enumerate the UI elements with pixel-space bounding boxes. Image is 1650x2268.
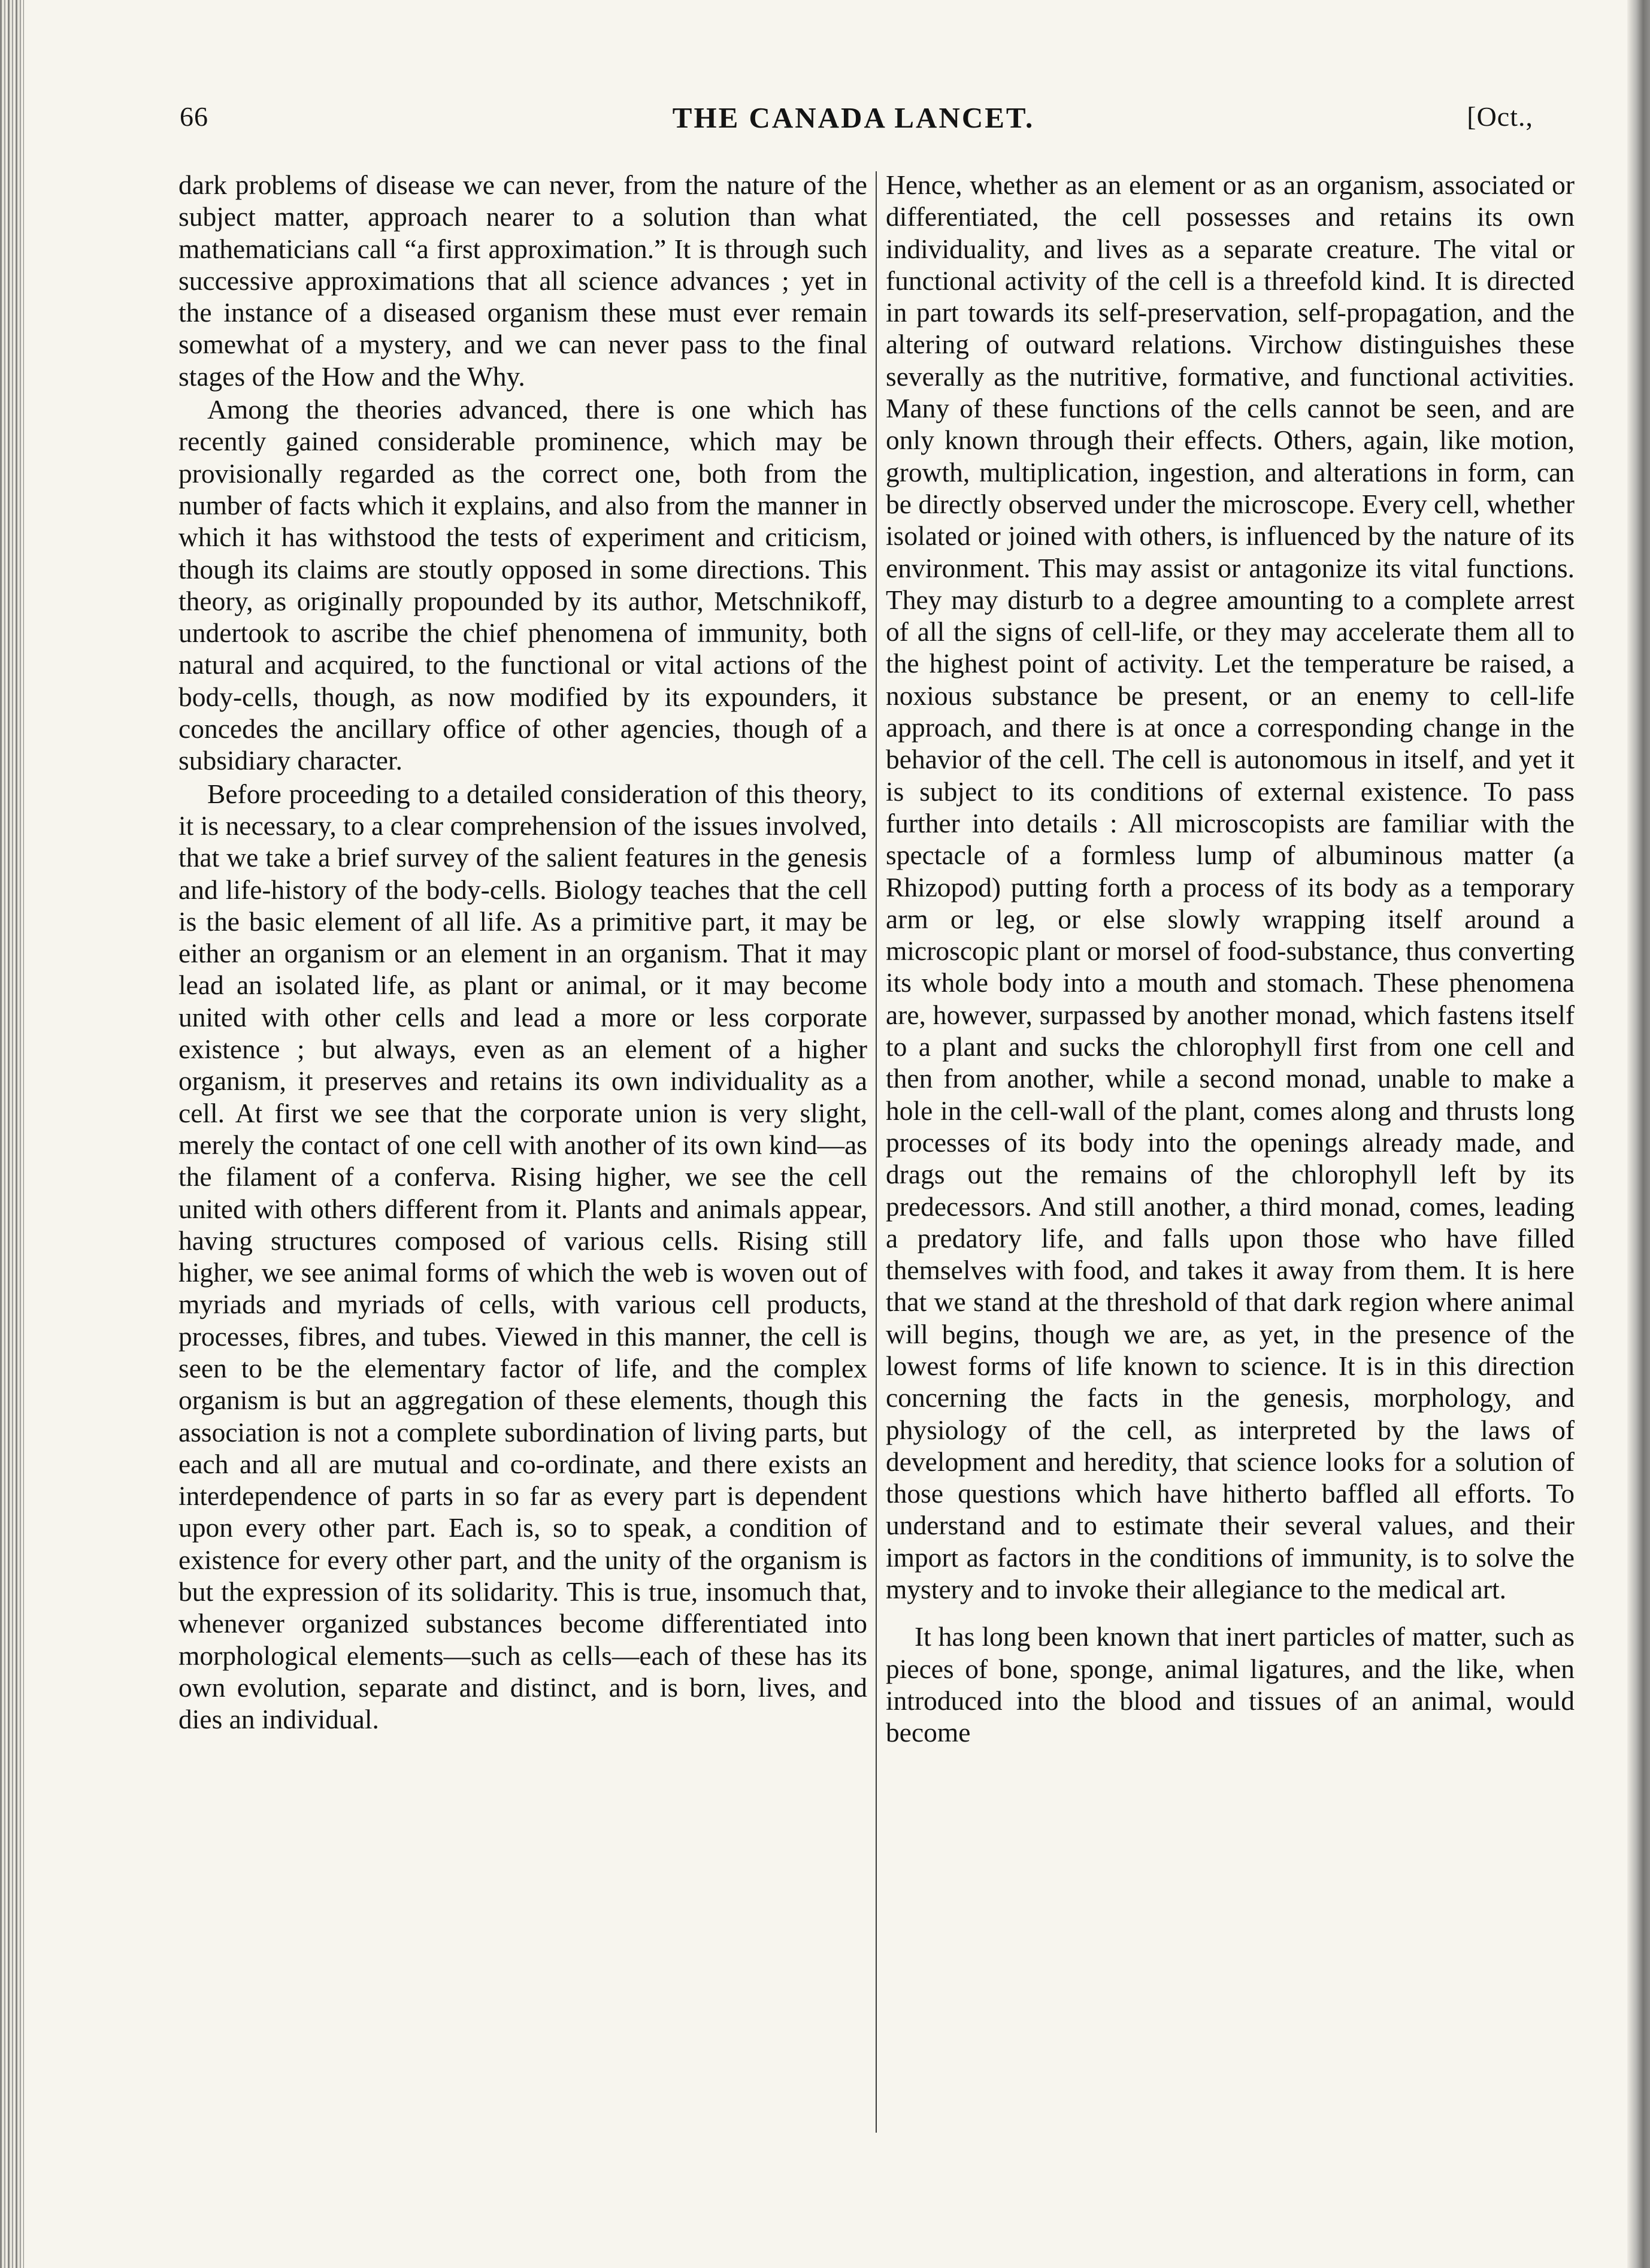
journal-title: THE CANADA LANCET. [672,101,1035,134]
column-divider [876,171,877,2133]
paragraph: Before proceeding to a detailed consideration of this theory, it is necessary, to a clear comprehension of the issues involved, that we take a brief survey of the salient features in the genesis and life-history of the body-cells. Biology teaches that the cell is the basic element of all life. As a primitive part, it may be either an organism or an element in an organism. That it may lead an isolated life, as plant or animal, or it may become united with other cells and lead a more or less corporate existence ; but always, even as an element of a higher organism, it preserves and retains its own individuality as a cell. At first we see that the corporate union is very slight, merely the contact of one cell with another of its own kind—as the filament of a conferva. Rising higher, we see the cell united with others different from it. Plants and animals appear, having structures composed of various cells. Rising still higher, we see animal forms of which the web is woven out of myriads and myriads of cells, with various cell products, processes, fibres, and tubes. Viewed in this manner, the cell is seen to be the elementary factor of life, and the complex organism is but an aggregation of these elements, though this association is not a complete subordination of living parts, but each and all are mutual and co-ordinate, and there exists an interdependence of parts in so far as every part is dependent upon every other part. Each is, so to speak, a condition of existence for every other part, and the unity of the organism is but the expression of its solidarity. This is true, insomuch that, whenever organized substances become differentiated into morphological elements—such as cells—each of these has its own evolution, separate and distinct, and is born, lives, and dies an individual. [178,778,867,1735]
paragraph: It has long been known that inert particles of matter, such as pieces of bone, sponge, animal ligatures, and the like, when introduced into the blood and tissues of an animal, would become [886,1621,1575,1748]
left-column [178,169,867,1736]
paragraph: dark problems of disease we can never, from the nature of the subject matter, approach nearer to a solution than what mathematicians call “a first approximation.” It is through such successive approximations that all science advances ; yet in the instance of a diseased organism these must ever remain somewhat of a mystery, and we can never pass to the final stages of the How and the Why. [178,169,867,392]
binding-edge-left [0,0,24,2268]
issue-month: [Oct., [1467,101,1533,132]
page-number: 66 [180,101,208,132]
binding-edge-right [1627,0,1650,2268]
paragraph: Among the theories advanced, there is one which has recently gained considerable prominence, which may be provisionally regarded as the correct one, both from the number of facts which it explains, and also from the manner in which it has withstood the tests of experiment and criticism, though its claims are stoutly opposed in some directions. This theory, as originally propounded by its author, Metschnikoff, undertook to ascribe the chief phenomena of immunity, both natural and acquired, to the functional or vital actions of the body-cells, though, as now modified by its expounders, it concedes the ancillary office of other agencies, though of a subsidiary character. [178,394,867,776]
right-column [886,169,1575,1749]
running-header [174,101,1533,155]
paragraph: Hence, whether as an element or as an organism, associated or differentiated, the cell possesses and retains its own individuality, and lives as a separate creature. The vital or functional activity of the cell is a threefold kind. It is directed in part towards its self-preservation, self-propagation, and the altering of outward relations. Virchow distinguishes these severally as the nutritive, formative, and functional activities. Many of these functions of the cells cannot be seen, and are only known through their effects. Others, again, like motion, growth, multiplication, ingestion, and alterations in form, can be directly observed under the microscope. Every cell, whether isolated or joined with others, is influenced by the nature of its environment. This may assist or antagonize its vital functions. They may disturb to a degree amounting to a complete arrest of all the signs of cell-life, or they may accelerate them all to the highest point of activity. Let the temperature be raised, a noxious substance be present, or an enemy to cell-life approach, and there is at once a corresponding change in the behavior of the cell. The cell is autonomous in itself, and yet it is subject to its conditions of external existence. To pass further into details : All microscopists are familiar with the spectacle of a formless lump of albuminous matter (a Rhizopod) putting forth a process of its body as a temporary arm or leg, or else slowly wrapping itself around a microscopic plant or morsel of food-substance, thus converting its whole body into a mouth and stomach. These phenomena are, however, surpassed by another monad, which fastens itself to a plant and sucks the chlorophyll first from one cell and then from another, while a second monad, unable to make a hole in the cell-wall of the plant, comes along and thrusts long processes of its body into the openings already made, and drags out the remains of the chlorophyll left by its predecessors. And still another, a third monad, comes, leading a predatory life, and falls upon those who have filled themselves with food, and takes it away from them. It is here that we stand at the threshold of that dark region where animal will begins, though we are, as yet, in the presence of the lowest forms of life known to science. It is in this direction concerning the facts in the genesis, morphology, and physiology of the cell, as interpreted by the laws of development and heredity, that science looks for a solution of those questions which have hitherto baffled all efforts. To understand and to estimate their several values, and their import as factors in the conditions of immunity, is to solve the mystery and to invoke their allegiance to the medical art. [886,169,1575,1605]
